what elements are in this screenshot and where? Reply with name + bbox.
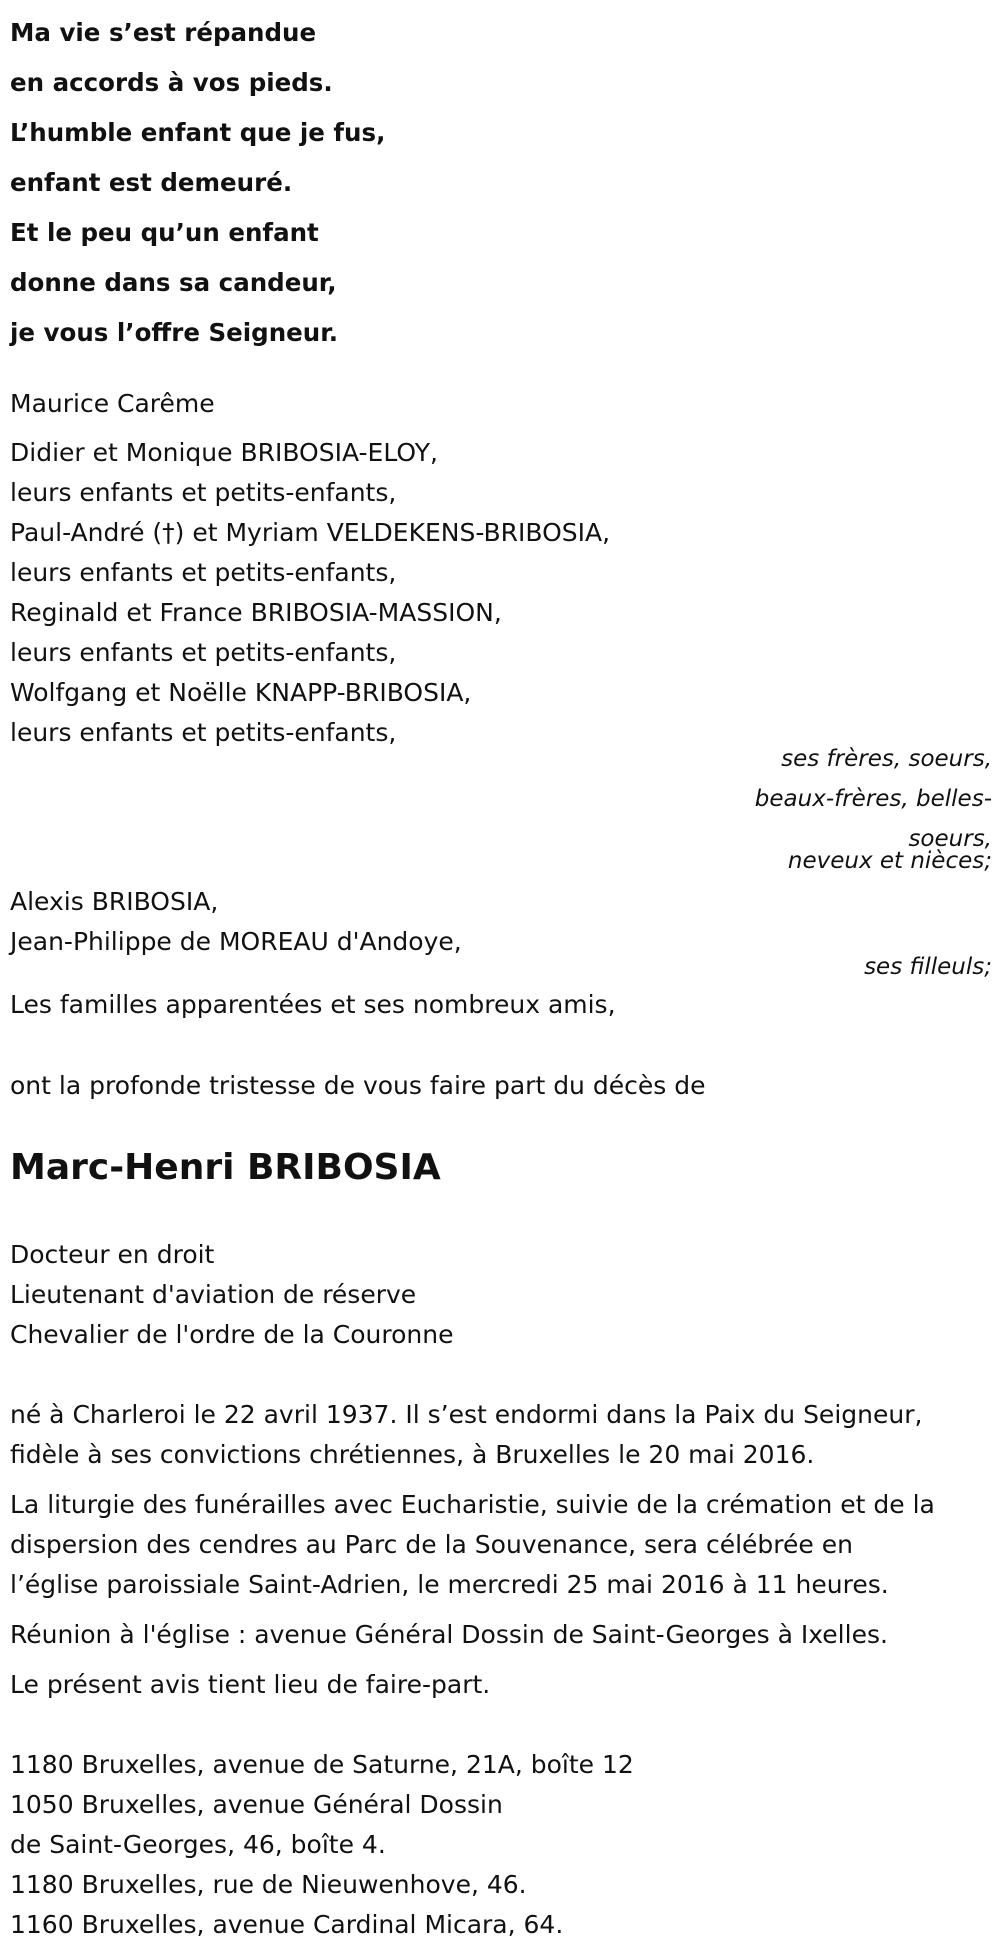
notice-line: Le présent avis tient lieu de faire-part. [10,1670,491,1699]
announcement: ont la profonde tristesse de vous faire part du décès de [10,1071,706,1100]
family-line: leurs enfants et petits-enfants, [10,638,397,667]
poem [10,8,385,358]
family-line: Paul-André (†) et Myriam VELDEKENS-BRIBOSIA, [10,518,611,547]
poem-line: je vous l’offre Seigneur. [10,318,339,347]
family-line: leurs enfants et petits-enfants, [10,718,397,747]
address-line: 1180 Bruxelles, rue de Nieuwenhove, 46. [10,1870,527,1899]
deceased-name: Marc-Henri BRIBOSIA [10,1147,441,1188]
poem-line: L’humble enfant que je fus, [10,118,386,147]
birth-death-line: né à Charleroi le 22 avril 1937. Il s’est endormi dans la Paix du Seigneur, [10,1400,923,1429]
address-line: 1180 Bruxelles, avenue de Saturne, 21A, boîte 12 [10,1750,634,1779]
deceased-title: Chevalier de l'ordre de la Couronne [10,1320,454,1349]
godchildren-caption: ses filleuls; [864,954,992,980]
funeral-line: dispersion des cendres au Parc de la Souvenance, sera célébrée en [10,1530,853,1559]
godchild-line: Alexis BRIBOSIA, [10,887,219,916]
family-line: leurs enfants et petits-enfants, [10,558,397,587]
poem-line: Ma vie s’est répandue [10,18,317,47]
family-line: leurs enfants et petits-enfants, [10,478,397,507]
address-line: 1160 Bruxelles, avenue Cardinal Micara, 64. [10,1910,564,1939]
family-line: Wolfgang et Noëlle KNAPP-BRIBOSIA, [10,678,472,707]
funeral-line: l’église paroissiale Saint-Adrien, le mercredi 25 mai 2016 à 11 heures. [10,1570,889,1599]
siblings-caption: neveux et nièces; [787,848,992,874]
birth-death-line: fidèle à ses convictions chrétiennes, à Bruxelles le 20 mai 2016. [10,1440,815,1469]
family-line: Reginald et France BRIBOSIA-MASSION, [10,598,502,627]
poem-author: Maurice Carême [10,389,215,418]
siblings-caption: soeurs, [908,826,992,852]
funeral-line: La liturgie des funérailles avec Eucharistie, suivie de la crémation et de la [10,1490,935,1519]
poem-line: en accords à vos pieds. [10,68,333,97]
address-line: de Saint-Georges, 46, boîte 4. [10,1830,386,1859]
godchild-line: Jean-Philippe de MOREAU d'Andoye, [10,927,462,956]
poem-line: Et le peu qu’un enfant [10,218,319,247]
meeting-line: Réunion à l'église : avenue Général Dossin de Saint-Georges à Ixelles. [10,1620,888,1649]
deceased-title: Lieutenant d'aviation de réserve [10,1280,417,1309]
siblings-caption: ses frères, soeurs, [781,746,992,772]
poem-line: donne dans sa candeur, [10,268,337,297]
family-line: Didier et Monique BRIBOSIA-ELOY, [10,438,438,467]
relatives-line: Les familles apparentées et ses nombreux amis, [10,990,616,1019]
deceased-title: Docteur en droit [10,1240,215,1269]
poem-line: enfant est demeuré. [10,168,293,197]
address-line: 1050 Bruxelles, avenue Général Dossin [10,1790,503,1819]
siblings-caption: beaux-frères, belles- [754,786,992,812]
